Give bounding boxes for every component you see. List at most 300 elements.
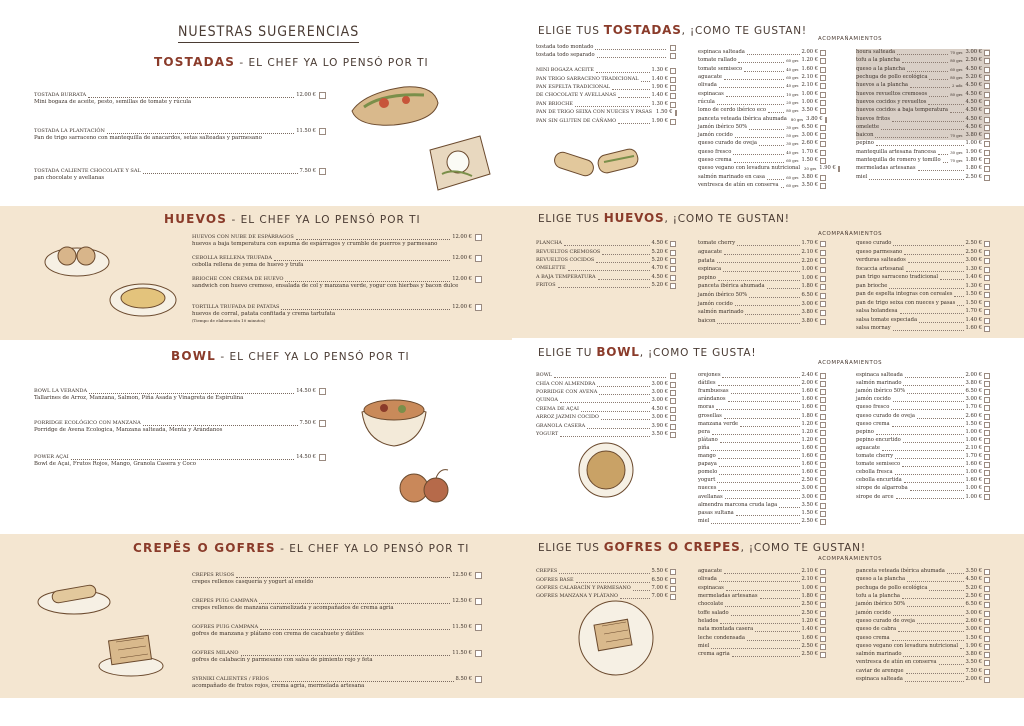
option-price: 1.20 € (801, 617, 818, 624)
option-checkbox[interactable] (984, 100, 990, 106)
option-row (698, 90, 826, 98)
dotted-leader (726, 93, 784, 97)
acomp-label-4: ACOMPAÑAMIENTOS (818, 556, 883, 562)
option-price: 2.10 € (801, 248, 818, 255)
option-checkbox[interactable] (984, 677, 990, 683)
dotted-leader (568, 267, 650, 271)
option-checkbox[interactable] (984, 430, 990, 436)
dotted-leader (575, 103, 649, 107)
option-checkbox[interactable] (984, 602, 990, 608)
dotted-leader (633, 587, 650, 591)
option-checkbox[interactable] (820, 258, 826, 264)
option-row (856, 291, 990, 300)
select-checkbox[interactable] (319, 128, 326, 135)
option-price: 7.00 € (651, 585, 668, 592)
option-name: tofu a la plancha (856, 593, 901, 600)
option-quantity: 80 grs (950, 58, 963, 64)
option-row (536, 372, 676, 380)
option-price: 3.80 € (965, 380, 982, 387)
right-page (512, 0, 1024, 726)
option-checkbox[interactable] (820, 133, 826, 139)
option-checkbox[interactable] (670, 586, 676, 592)
menu-item-header (192, 255, 482, 262)
option-row (698, 469, 826, 477)
menu-item (192, 598, 482, 612)
dotted-leader (907, 603, 963, 607)
dotted-leader (717, 101, 784, 105)
menu-item-name: BOWL LA VERANDA (34, 388, 88, 395)
option-checkbox[interactable] (984, 462, 990, 468)
option-checkbox[interactable] (820, 470, 826, 476)
option-checkbox[interactable] (670, 45, 676, 51)
menu-item-name: TOSTADA LA PLANTACIÓN (34, 128, 105, 135)
dotted-leader (719, 84, 784, 88)
option-checkbox[interactable] (984, 141, 990, 147)
option-checkbox[interactable] (984, 660, 990, 666)
option-checkbox[interactable] (820, 108, 826, 114)
select-checkbox[interactable] (319, 454, 326, 461)
option-row (856, 593, 990, 601)
select-checkbox[interactable] (475, 624, 482, 631)
option-checkbox[interactable] (670, 119, 676, 125)
option-checkbox[interactable] (984, 67, 990, 73)
option-price: 7.50 € (965, 667, 982, 674)
option-checkbox[interactable] (820, 373, 826, 379)
option-price: 2.10 € (965, 444, 982, 451)
option-price: 3.00 € (651, 397, 668, 404)
option-name: mantequilla artesana francesa (856, 148, 937, 155)
option-name: jamón cocido (698, 300, 733, 307)
menu-item (192, 304, 482, 324)
option-checkbox[interactable] (984, 454, 990, 460)
option-checkbox[interactable] (670, 283, 676, 289)
select-checkbox[interactable] (475, 234, 482, 241)
option-checkbox[interactable] (984, 397, 990, 403)
menu-item (192, 572, 482, 586)
option-row (856, 157, 990, 165)
option-row (698, 140, 826, 148)
option-price: 2.40 € (801, 372, 818, 379)
option-checkbox[interactable] (984, 117, 990, 123)
option-row (698, 445, 826, 453)
option-checkbox[interactable] (820, 438, 826, 444)
option-name: espinaca salteada (856, 372, 903, 379)
option-checkbox[interactable] (820, 611, 826, 617)
option-checkbox[interactable] (984, 75, 990, 81)
option-row (698, 107, 826, 115)
option-checkbox[interactable] (820, 397, 826, 403)
option-checkbox[interactable] (820, 319, 826, 325)
menu-item-desc: gofres de calabacín y parmesano con salsa de pimiento rojo y feta (192, 657, 373, 663)
option-checkbox[interactable] (820, 58, 826, 64)
option-row (536, 84, 676, 92)
dotted-leader (947, 570, 964, 574)
option-checkbox[interactable] (670, 77, 676, 83)
option-price: 3.00 € (801, 300, 818, 307)
option-checkbox[interactable] (820, 183, 826, 189)
select-checkbox[interactable] (475, 572, 482, 579)
option-quantity: 70 grs (950, 133, 963, 139)
option-checkbox[interactable] (820, 141, 826, 147)
option-checkbox[interactable] (984, 166, 990, 172)
option-checkbox[interactable] (984, 92, 990, 98)
option-checkbox[interactable] (984, 569, 990, 575)
option-row (698, 292, 826, 301)
option-checkbox[interactable] (984, 619, 990, 625)
option-checkbox[interactable] (670, 594, 676, 600)
option-checkbox[interactable] (984, 309, 990, 315)
option-checkbox[interactable] (820, 301, 826, 307)
dotted-leader (564, 242, 650, 246)
option-price: 1.40 € (651, 75, 668, 82)
option-checkbox[interactable] (820, 150, 826, 156)
option-row (698, 609, 826, 617)
option-checkbox[interactable] (820, 430, 826, 436)
option-checkbox[interactable] (825, 117, 827, 123)
option-checkbox[interactable] (984, 292, 990, 298)
option-row (536, 75, 676, 83)
dotted-leader (724, 251, 800, 255)
option-checkbox[interactable] (820, 519, 826, 525)
option-checkbox[interactable] (670, 53, 676, 59)
option-row (856, 249, 990, 258)
option-row (536, 568, 676, 576)
dotted-leader (733, 151, 784, 155)
option-checkbox[interactable] (984, 438, 990, 444)
option-checkbox[interactable] (984, 611, 990, 617)
option-checkbox[interactable] (820, 602, 826, 608)
option-checkbox[interactable] (820, 310, 826, 316)
option-checkbox[interactable] (670, 275, 676, 281)
select-checkbox[interactable] (319, 168, 326, 175)
dotted-leader (893, 242, 963, 246)
dotted-leader (943, 159, 949, 163)
option-name: jamón ibérico 50% (856, 388, 906, 395)
select-checkbox[interactable] (475, 598, 482, 605)
option-checkbox[interactable] (820, 494, 826, 500)
option-checkbox[interactable] (670, 93, 676, 99)
option-checkbox[interactable] (820, 586, 826, 592)
menu-item-price: 11.50 € (452, 650, 472, 657)
option-checkbox[interactable] (820, 478, 826, 484)
menu-item-price: 8.50 € (455, 676, 472, 683)
select-checkbox[interactable] (319, 420, 326, 427)
menu-item-name: TOSTADA BURRATA (34, 92, 87, 99)
option-checkbox[interactable] (984, 594, 990, 600)
option-checkbox[interactable] (670, 68, 676, 74)
main-title: NUESTRAS SUGERENCIAS (178, 24, 359, 43)
option-price: 1.00 € (801, 98, 818, 105)
option-checkbox[interactable] (820, 50, 826, 56)
option-checkbox[interactable] (820, 241, 826, 247)
option-checkbox[interactable] (984, 301, 990, 307)
select-checkbox[interactable] (475, 276, 482, 283)
option-name: salsa tomate especiada (856, 316, 918, 323)
option-checkbox[interactable] (984, 241, 990, 247)
option-name: pepino (856, 140, 874, 147)
option-name: queso fresco (698, 148, 732, 155)
option-checkbox[interactable] (670, 578, 676, 584)
select-checkbox[interactable] (319, 92, 326, 99)
option-checkbox[interactable] (984, 284, 990, 290)
huevos-title: HUEVOS - EL CHEF YA LO PENSÓ POR TI (164, 212, 421, 226)
option-checkbox[interactable] (670, 266, 676, 272)
option-checkbox[interactable] (820, 92, 826, 98)
option-column (856, 372, 990, 502)
menu-item-header (192, 304, 482, 311)
option-name: toffe salado (698, 609, 729, 616)
option-checkbox[interactable] (820, 652, 826, 658)
option-checkbox[interactable] (984, 58, 990, 64)
option-checkbox[interactable] (820, 454, 826, 460)
option-checkbox[interactable] (984, 50, 990, 56)
dotted-leader (259, 600, 450, 604)
option-name: ventresca de atún en conserva (856, 659, 937, 666)
select-checkbox[interactable] (475, 676, 482, 683)
option-checkbox[interactable] (820, 389, 826, 395)
option-checkbox[interactable] (670, 390, 676, 396)
menu-item-price: 7.50 € (299, 420, 316, 427)
option-checkbox[interactable] (820, 577, 826, 583)
option-name: baicon (856, 132, 874, 139)
option-price: 3.00 € (965, 396, 982, 403)
option-price: 3.00 € (651, 389, 668, 396)
option-name: aguacate (698, 568, 722, 575)
select-checkbox[interactable] (475, 255, 482, 262)
dotted-leader (576, 579, 650, 583)
option-row (856, 124, 990, 132)
select-checkbox[interactable] (475, 650, 482, 657)
menu-item-header (34, 388, 326, 395)
option-checkbox[interactable] (820, 267, 826, 273)
option-checkbox[interactable] (670, 241, 676, 247)
option-checkbox[interactable] (820, 462, 826, 468)
option-checkbox[interactable] (984, 150, 990, 156)
option-name: PAN ESPELTA TRADICIONAL (536, 84, 610, 91)
option-checkbox[interactable] (820, 636, 826, 642)
option-name: almendra marcona cruda laga (698, 501, 778, 508)
menu-item-desc: Tallarines de Arroz, Manzana, Salmon, Piña Asada y Vinagreta de Espirulina (34, 395, 244, 401)
r-huevos-title: ELIGE TUS HUEVOS, ¡COMO TE GUSTAN! (538, 211, 790, 225)
option-checkbox[interactable] (675, 110, 677, 116)
option-price: 2.60 € (801, 140, 818, 147)
option-checkbox[interactable] (820, 405, 826, 411)
option-name: GOFRES CALABACÍN Y PARMESANO (536, 585, 631, 592)
option-checkbox[interactable] (984, 405, 990, 411)
option-row (698, 477, 826, 485)
option-checkbox[interactable] (838, 166, 840, 172)
option-row (856, 90, 990, 98)
option-row (856, 300, 990, 309)
option-name: queso fresco (856, 404, 890, 411)
select-checkbox[interactable] (319, 388, 326, 395)
option-checkbox[interactable] (820, 627, 826, 633)
option-checkbox[interactable] (984, 133, 990, 139)
option-name: aguacate (698, 74, 722, 81)
option-checkbox[interactable] (670, 424, 676, 430)
option-checkbox[interactable] (820, 83, 826, 89)
option-price: 2.50 € (965, 57, 982, 64)
select-checkbox[interactable] (475, 304, 482, 311)
option-checkbox[interactable] (984, 373, 990, 379)
option-name: PORRIDGE CON AVENA (536, 389, 598, 396)
dotted-leader (906, 268, 964, 272)
option-checkbox[interactable] (670, 85, 676, 91)
option-checkbox[interactable] (984, 267, 990, 273)
option-name: queso vegano con levadura nutricional (698, 165, 801, 172)
option-checkbox[interactable] (820, 511, 826, 517)
option-checkbox[interactable] (984, 577, 990, 583)
option-name: miel (698, 517, 710, 524)
option-checkbox[interactable] (984, 644, 990, 650)
option-price: 6.50 € (965, 388, 982, 395)
option-price: 1.00 € (965, 485, 982, 492)
option-checkbox[interactable] (984, 494, 990, 500)
dotted-leader (744, 68, 784, 72)
option-checkbox[interactable] (670, 398, 676, 404)
option-column (536, 240, 676, 290)
option-checkbox[interactable] (820, 446, 826, 452)
option-checkbox[interactable] (984, 470, 990, 476)
dotted-leader (760, 595, 800, 599)
option-column (536, 372, 676, 439)
option-checkbox[interactable] (820, 644, 826, 650)
option-name: olivada (698, 576, 717, 583)
option-checkbox[interactable] (820, 67, 826, 73)
option-row (698, 593, 826, 601)
option-checkbox[interactable] (820, 250, 826, 256)
option-checkbox[interactable] (820, 293, 826, 299)
option-name: plátano (698, 436, 718, 443)
option-checkbox[interactable] (984, 108, 990, 114)
dotted-leader (736, 512, 800, 516)
option-checkbox[interactable] (984, 83, 990, 89)
option-checkbox[interactable] (984, 275, 990, 281)
option-checkbox[interactable] (820, 503, 826, 509)
option-checkbox[interactable] (984, 636, 990, 642)
option-checkbox[interactable] (984, 381, 990, 387)
option-checkbox[interactable] (820, 414, 826, 420)
option-checkbox[interactable] (820, 100, 826, 106)
option-name: REVUELTOS CREMOSOS (536, 248, 601, 255)
option-checkbox[interactable] (820, 422, 826, 428)
acomp-label-3: ACOMPAÑAMIENTOS (818, 360, 883, 366)
option-checkbox[interactable] (820, 75, 826, 81)
option-row (536, 406, 676, 414)
option-checkbox[interactable] (820, 569, 826, 575)
option-checkbox[interactable] (820, 276, 826, 282)
option-checkbox[interactable] (984, 652, 990, 658)
dotted-leader (897, 51, 948, 55)
option-checkbox[interactable] (670, 250, 676, 256)
option-price: 3.00 € (651, 380, 668, 387)
option-checkbox[interactable] (984, 125, 990, 131)
option-row (856, 601, 990, 609)
option-price: 3.00 € (965, 257, 982, 264)
option-price: 3.50 € (965, 659, 982, 666)
option-checkbox[interactable] (984, 318, 990, 324)
option-checkbox[interactable] (984, 669, 990, 675)
option-price: 4.50 € (965, 90, 982, 97)
option-checkbox[interactable] (984, 175, 990, 181)
option-row (698, 485, 826, 493)
bowl-illustration-icon (356, 388, 432, 450)
option-checkbox[interactable] (820, 158, 826, 164)
option-name: BOWL (536, 372, 552, 379)
menu-item-price: 12.00 € (452, 276, 472, 283)
option-price: 2.60 € (965, 617, 982, 624)
option-row (536, 380, 676, 388)
option-checkbox[interactable] (984, 446, 990, 452)
option-checkbox[interactable] (670, 432, 676, 438)
dotted-leader (711, 645, 799, 649)
option-row (856, 493, 990, 501)
option-checkbox[interactable] (984, 258, 990, 264)
option-name: aguacate (856, 444, 880, 451)
option-checkbox[interactable] (984, 478, 990, 484)
option-checkbox[interactable] (670, 258, 676, 264)
option-name: mango (698, 453, 716, 460)
option-row (856, 274, 990, 283)
option-checkbox[interactable] (984, 158, 990, 164)
option-checkbox[interactable] (670, 382, 676, 388)
option-name: mermeladas artesanas (856, 165, 916, 172)
option-checkbox[interactable] (670, 373, 676, 379)
menu-item (34, 454, 326, 468)
option-price: 4.50 € (965, 115, 982, 122)
option-checkbox[interactable] (984, 486, 990, 492)
option-checkbox[interactable] (820, 486, 826, 492)
option-checkbox[interactable] (984, 586, 990, 592)
option-checkbox[interactable] (820, 594, 826, 600)
option-checkbox[interactable] (984, 414, 990, 420)
option-checkbox[interactable] (820, 175, 826, 181)
option-checkbox[interactable] (670, 415, 676, 421)
dotted-leader (767, 176, 784, 180)
option-name: omelette (856, 123, 880, 130)
dotted-leader (602, 251, 649, 255)
option-checkbox[interactable] (984, 250, 990, 256)
option-checkbox[interactable] (820, 284, 826, 290)
option-name: tomate semiseco (856, 461, 901, 468)
option-checkbox[interactable] (820, 619, 826, 625)
option-price: 3.90 € (651, 422, 668, 429)
option-name: tomate cherry (856, 453, 894, 460)
option-checkbox[interactable] (984, 627, 990, 633)
option-row (698, 283, 826, 292)
option-name: REVUELTOS COCIDOS (536, 257, 595, 264)
option-checkbox[interactable] (984, 389, 990, 395)
option-checkbox[interactable] (670, 569, 676, 575)
dotted-leader (641, 78, 650, 82)
option-name: verduras salteados (856, 257, 906, 264)
dotted-leader (558, 284, 650, 288)
dotted-leader (907, 578, 963, 582)
option-name: queso curado (856, 240, 892, 247)
option-checkbox[interactable] (984, 422, 990, 428)
option-name: salmón marinado (856, 380, 902, 387)
option-checkbox[interactable] (820, 381, 826, 387)
option-price: 3.00 € (965, 626, 982, 633)
option-checkbox[interactable] (820, 125, 826, 131)
option-row (536, 92, 676, 100)
option-checkbox[interactable] (670, 102, 676, 108)
dotted-leader (734, 159, 785, 163)
option-column (536, 44, 676, 60)
option-checkbox[interactable] (670, 407, 676, 413)
option-row (698, 74, 826, 82)
option-checkbox[interactable] (984, 326, 990, 332)
